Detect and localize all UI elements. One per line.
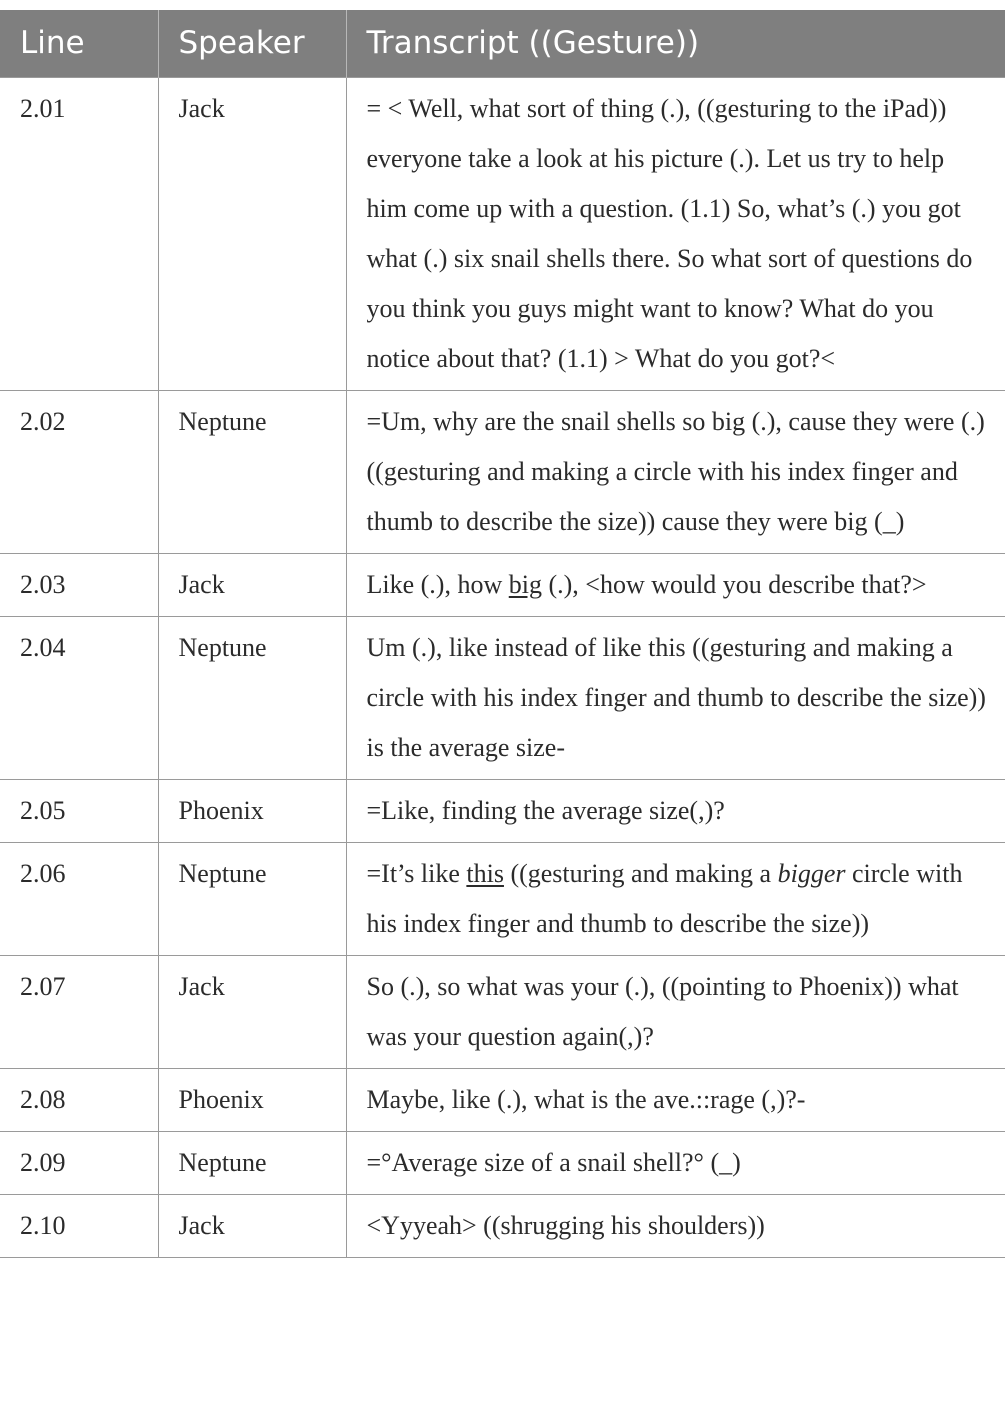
line-number: 2.03 [0, 553, 158, 616]
speaker: Neptune [158, 1131, 346, 1194]
line-number: 2.02 [0, 390, 158, 553]
text-part: Like (.), how [366, 569, 509, 599]
text-part: =It’s like [366, 858, 467, 888]
line-number: 2.08 [0, 1068, 158, 1131]
line-number: 2.07 [0, 955, 158, 1068]
transcript-text: =Like, finding the average size(,)? [346, 779, 1005, 842]
table-row [0, 1131, 1005, 1194]
table-row [0, 1194, 1005, 1257]
transcript-text: Maybe, like (.), what is the ave.::rage (,)?- [346, 1068, 1005, 1131]
table-row [0, 842, 1005, 955]
text-part: (.), <how would you describe that?> [541, 569, 927, 599]
text-part: circle with his index finger and thumb to describe the size)) [366, 858, 963, 938]
transcript-table [0, 10, 1005, 1258]
line-number: 2.10 [0, 1194, 158, 1257]
table-row [0, 616, 1005, 779]
transcript-text: <Yyyeah> ((shrugging his shoulders)) [346, 1194, 1005, 1257]
header-row [0, 10, 1005, 77]
header-speaker: Speaker [158, 10, 346, 77]
transcript-text [346, 553, 1005, 616]
speaker: Jack [158, 77, 346, 390]
line-number: 2.06 [0, 842, 158, 955]
transcript-text: Um (.), like instead of like this ((gesturing and making a circle with his index finger and thumb to describe the size)) is the average size- [346, 616, 1005, 779]
table-row [0, 553, 1005, 616]
underlined-word: this [466, 858, 504, 888]
line-number: 2.09 [0, 1131, 158, 1194]
speaker: Phoenix [158, 1068, 346, 1131]
table-row [0, 955, 1005, 1068]
table-row [0, 77, 1005, 390]
underlined-word: big [508, 569, 542, 599]
transcript-text: =Um, why are the snail shells so big (.), cause they were (.) ((gesturing and making a circle with his index finger and thumb to describe the size)) cause they were big (_) [346, 390, 1005, 553]
transcript-text: = < Well, what sort of thing (.), ((gesturing to the iPad)) everyone take a look at his picture (.). Let us try to help him come up with a question. (1.1) So, what’s (.) you got what (.) six snail shells there. So what sort of questions do you think you guys might want to know? What do you notice about that? (1.1) > What do you got?< [346, 77, 1005, 390]
line-number: 2.01 [0, 77, 158, 390]
speaker: Phoenix [158, 779, 346, 842]
italic-word: bigger [777, 858, 846, 888]
transcript-text [346, 842, 1005, 955]
line-number: 2.04 [0, 616, 158, 779]
speaker: Jack [158, 1194, 346, 1257]
line-number: 2.05 [0, 779, 158, 842]
speaker: Jack [158, 955, 346, 1068]
speaker: Neptune [158, 842, 346, 955]
table-row [0, 1068, 1005, 1131]
table-row [0, 390, 1005, 553]
speaker: Jack [158, 553, 346, 616]
header-transcript: Transcript ((Gesture)) [346, 10, 1005, 77]
transcript-text: So (.), so what was your (.), ((pointing to Phoenix)) what was your question again(,)? [346, 955, 1005, 1068]
transcript-text: =°Average size of a snail shell?° (_) [346, 1131, 1005, 1194]
speaker: Neptune [158, 390, 346, 553]
header-line: Line [0, 10, 158, 77]
speaker: Neptune [158, 616, 346, 779]
text-part: ((gesturing and making a [503, 858, 778, 888]
table-row [0, 779, 1005, 842]
